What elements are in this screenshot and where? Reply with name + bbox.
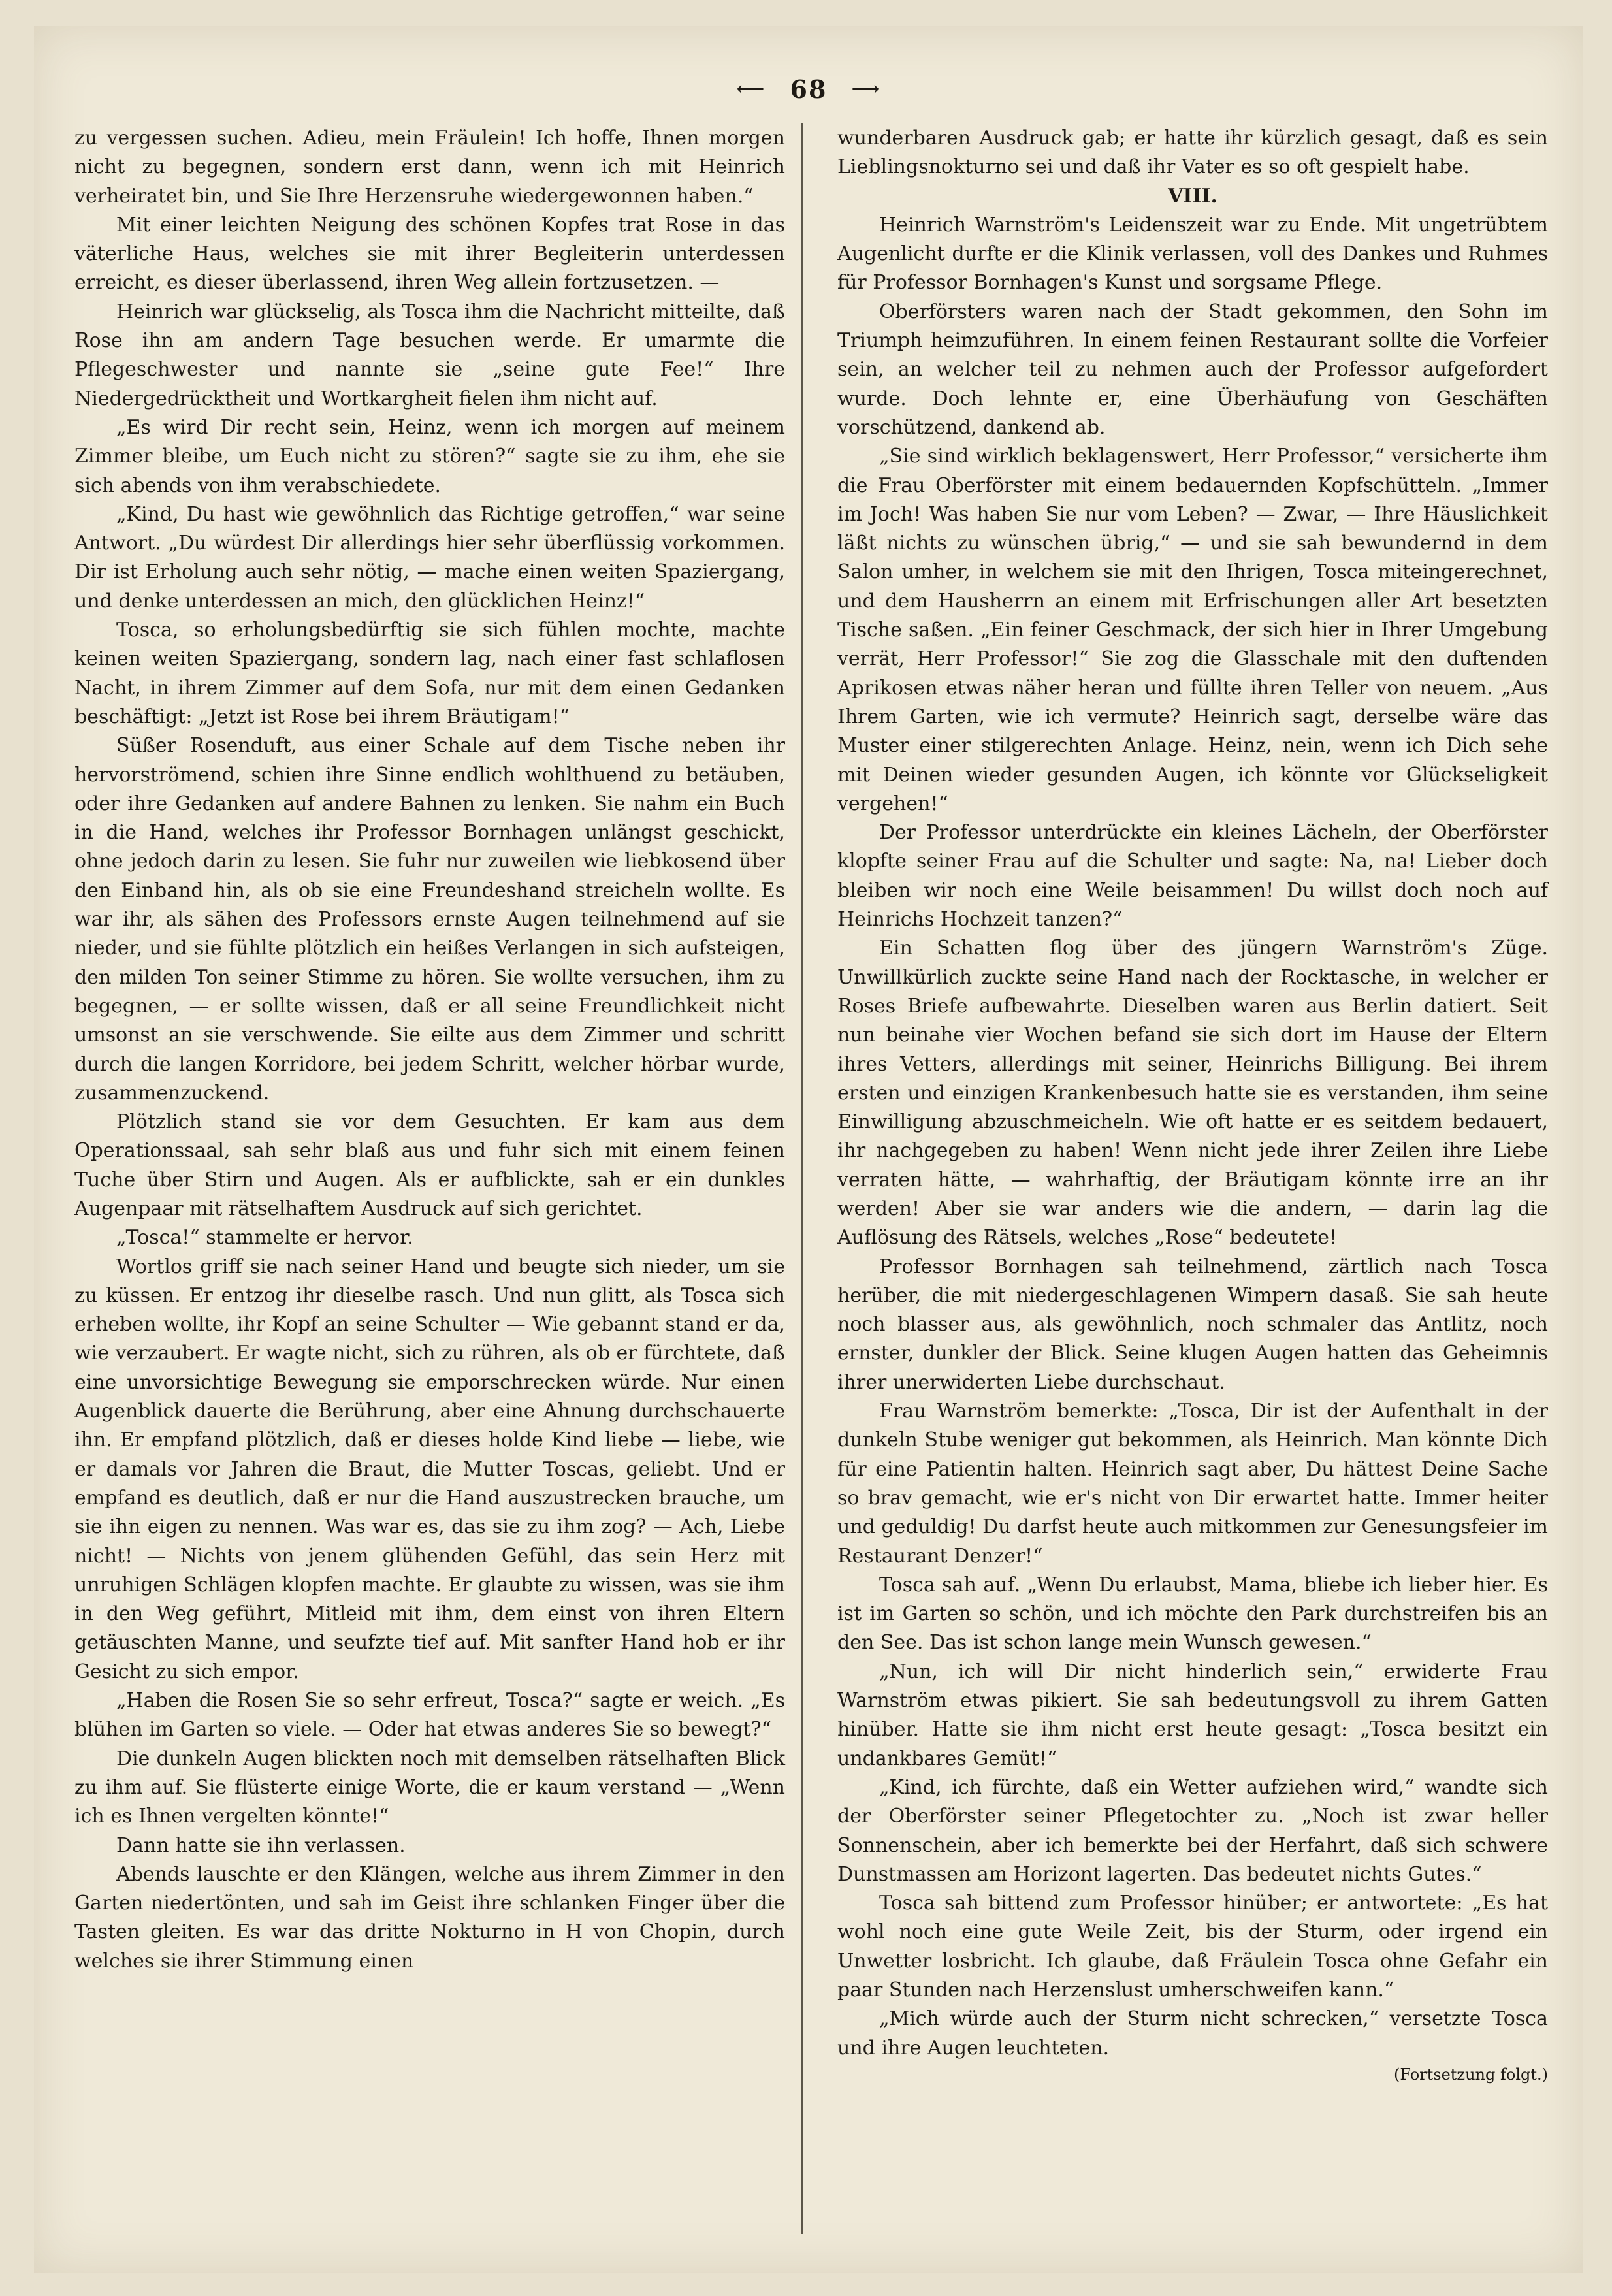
paragraph: Tosca, so erholungsbedürftig sie sich fühlen mochte, machte keinen weiten Spaziergang, sondern lag, nach einer fast schlaflosen Nacht, in ihrem Zimmer auf dem Sofa, nur mit dem einen Gedanken beschäftigt: „Jetzt ist Rose bei ihrem Bräutigam!“ [74, 619, 785, 728]
paragraph: „Nun, ich will Dir nicht hinderlich sein,“ erwiderte Frau Warnström etwas pikiert. Sie sah bedeutungsvoll zu ihrem Gatten hinüber. Hatte sie ihm nicht erst heute gesagt: „Tosca besitzt ein undankbares Gemüt!“ [837, 1660, 1548, 1770]
continuation-note: (Fortsetzung folgt.) [1394, 2065, 1548, 2084]
paragraph: „Mich würde auch der Sturm nicht schrecken,“ versetzte Tosca und ihre Augen leuchteten. [837, 2007, 1548, 2060]
page-number: 68 [790, 74, 828, 104]
ornament-right-icon: ⟶ [851, 78, 881, 101]
paragraph: wunderbaren Ausdruck gab; er hatte ihr kürzlich gesagt, daß es sein Lieblingsnokturno sei und daß ihr Vater es so oft gespielt habe. [837, 127, 1548, 179]
paragraph: „Tosca!“ stammelte er hervor. [116, 1226, 413, 1250]
paragraph: Mit einer leichten Neigung des schönen Kopfes trat Rose in das väterliche Haus, welches sie mit ihrer Begleiterin unterdessen erreicht, es dieser überlassend, ihren Weg allein fortzusetzen. — [74, 213, 785, 295]
paragraph: Oberförsters waren nach der Stadt gekommen, den Sohn im Triumph heimzuführen. In einem feinen Restaurant sollte die Vorfeier sein, an welcher teil zu nehmen auch der Professor aufgefordert wurde. Doch lehnte er, eine Überhäufung von Geschäften vorschützend, dankend ab. [837, 300, 1548, 439]
paragraph: „Kind, Du hast wie gewöhnlich das Richtige getroffen,“ war seine Antwort. „Du würdest Dir allerdings hier sehr überflüssig vorkommen. Dir ist Erholung auch sehr nötig, — mache einen weiten Spaziergang, und denke unterdessen an mich, den glücklichen Heinz!“ [74, 502, 785, 613]
chapter-heading: VIII. [1168, 184, 1217, 208]
left-text-column [74, 124, 785, 1976]
paragraph: Tosca sah bittend zum Professor hinüber; er antwortete: „Es hat wohl noch eine gute Weile Zeit, bis der Sturm, oder irgend ein Unwetter losbricht. Ich glaube, daß Fräulein Tosca ohne Gefahr ein paar Stunden nach Herzenslust umherschweifen kann.“ [837, 1892, 1548, 2001]
paragraph: „Sie sind wirklich beklagenswert, Herr Professor,“ versicherte ihm die Frau Oberförster mit einem bedauernden Kopfschütteln. „Immer im Joch! Was haben Sie nur vom Leben? — Zwar, — Ihre Häuslichkeit läßt nichts zu wünschen übrig,“ — und sie sah bewundernd in dem Salon umher, in welchem sie mit den Ihrigen, Tosca miteingerechnet, und dem Hausherrn an einem mit Erfrischungen aller Art besetzten Tische saßen. „Ein feiner Geschmack, der sich hier in Ihrer Umgebung verrät, Herr Professor!“ Sie zog die Glasschale mit den duftenden Aprikosen etwas näher heran und füllte ihren Teller von neuem. „Aus Ihrem Garten, wie ich vermute? Heinrich sagt, derselbe wäre das Muster einer stilgerechten Anlage. Heinz, nein, wenn ich Dich sehe mit Deinen wieder gesunden Augen, ich könnte vor Glückseligkeit vergehen!“ [837, 445, 1548, 815]
paragraph: Tosca sah auf. „Wenn Du erlaubst, Mama, bliebe ich lieber hier. Es ist im Garten so schön, und ich möchte den Park durchstreifen bis an den See. Das ist schon lange mein Wunsch gewesen.“ [837, 1573, 1548, 1655]
paragraph: Heinrich war glückselig, als Tosca ihm die Nachricht mitteilte, daß Rose ihn am andern Tage besuchen werde. Er umarmte die Pflegeschwester und nannte sie „seine gute Fee!“ Ihre Niedergedrücktheit und Wortkargheit fielen ihm nicht auf. [74, 300, 785, 410]
book-page [34, 26, 1583, 2273]
paragraph: Heinrich Warnström's Leidenszeit war zu Ende. Mit ungetrübtem Augenlicht durfte er die Klinik verlassen, voll des Dankes und Ruhmes für Professor Bornhagen's Kunst und sorgsame Pflege. [837, 213, 1548, 295]
paragraph: Der Professor unterdrückte ein kleines Lächeln, der Oberförster klopfte seiner Frau auf die Schulter und sagte: Na, na! Lieber doch bleiben wir noch eine Weile beisammen! Du willst doch noch auf Heinrichs Hochzeit tanzen?“ [837, 821, 1548, 931]
paragraph: Frau Warnström bemerkte: „Tosca, Dir ist der Aufenthalt in der dunkeln Stube weniger gut bekommen, als Heinrich. Man könnte Dich für eine Patientin halten. Heinrich sagt aber, Du hättest Deine Sache so brav gemacht, wie er's nicht von Dir erwartet hatte. Immer heiter und geduldig! Du darfst heute auch mitkommen zur Genesungsfeier im Restaurant Denzer!“ [837, 1400, 1548, 1568]
paragraph: Die dunkeln Augen blickten noch mit demselben rätselhaften Blick zu ihm auf. Sie flüsterte einige Worte, die er kaum verstand — „Wenn ich es Ihnen vergelten könnte!“ [74, 1747, 785, 1828]
paragraph: Professor Bornhagen sah teilnehmend, zärtlich nach Tosca herüber, die mit niedergeschlagenen Wimpern dasaß. Sie sah heute noch blasser aus, als gewöhnlich, noch schmaler das Antlitz, noch ernster, dunkler der Blick. Seine klugen Augen hatten das Geheimnis ihrer unerwiderten Liebe durchschaut. [837, 1255, 1548, 1394]
ornament-left-icon: ⟵ [736, 78, 766, 101]
paragraph: Süßer Rosenduft, aus einer Schale auf dem Tische neben ihr hervorströmend, schien ihre Sinne endlich wohlthuend zu betäuben, oder ihre Gedanken auf andere Bahnen zu lenken. Sie nahm ein Buch in die Hand, welches ihr Professor Bornhagen unlängst geschickt, ohne jedoch darin zu lesen. Sie fuhr nur zuweilen wie liebkosend über den Einband hin, als ob sie eine Freundeshand streicheln wollte. Es war ihr, als sähen des Professors ernste Augen teilnehmend auf sie nieder, und sie fühlte plötzlich ein heißes Verlangen in sich aufsteigen, den milden Ton seiner Stimme zu hören. Sie wollte versuchen, ihm zu begegnen, — er sollte wissen, daß er all seine Freundlichkeit nicht umsonst an sie verschwende. Sie eilte aus dem Zimmer und schritt durch die langen Korridore, bei jedem Schritt, welcher hörbar wurde, zusammenzuckend. [74, 734, 785, 1105]
column-divider [801, 123, 803, 2234]
paragraph: „Kind, ich fürchte, daß ein Wetter aufziehen wird,“ wandte sich der Oberförster seiner Pflegetochter zu. „Noch ist zwar heller Sonnenschein, aber ich bemerkte bei der Herfahrt, daß sich schwere Dunstmassen am Horizont lagerten. Das bedeutet nichts Gutes.“ [837, 1775, 1548, 1886]
paragraph: Plötzlich stand sie vor dem Gesuchten. Er kam aus dem Operationssaal, sah sehr blaß aus und fuhr sich mit einem feinen Tuche über Stirn und Augen. Als er aufblickte, sah er ein dunkles Augenpaar mit rätselhaftem Ausdruck auf sich gerichtet. [74, 1110, 785, 1220]
paragraph: „Haben die Rosen Sie so sehr erfreut, Tosca?“ sagte er weich. „Es blühen im Garten so viele. — Oder hat etwas anderes Sie so bewegt?“ [74, 1689, 785, 1741]
paragraph: Ein Schatten flog über des jüngern Warnström's Züge. Unwillkürlich zuckte seine Hand nach der Rocktasche, in welcher er Roses Briefe aufbewahrte. Dieselben waren aus Berlin datiert. Seit nun beinahe vier Wochen befand sie sich dort im Hause der Eltern ihres Vetters, allerdings mit seiner, Heinrichs Billigung. Bei ihrem ersten und einzigen Krankenbesuch hatte sie es verstanden, ihm seine Einwilligung abzuschmeicheln. Wie oft hatte er es seitdem bedauert, ihr nachgegeben zu haben! Wenn nicht jede ihrer Zeilen ihre Liebe verraten hätte, — wahrhaftig, der Bräutigam könnte irre an ihr werden! Aber sie war anders wie die andern, — darin lag die Auflösung des Rätsels, welches „Rose“ bedeutete! [837, 937, 1548, 1250]
paragraph: „Es wird Dir recht sein, Heinz, wenn ich morgen auf meinem Zimmer bleibe, um Euch nicht zu stören?“ sagte sie zu ihm, ehe sie sich abends von ihm verabschiedete. [74, 415, 785, 497]
paragraph: zu vergessen suchen. Adieu, mein Fräulein! Ich hoffe, Ihnen morgen nicht zu begegnen, sondern erst dann, wenn ich mit Heinrich verheiratet bin, und Sie Ihre Herzensruhe wiedergewonnen haben.“ [74, 127, 785, 208]
paragraph: Dann hatte sie ihn verlassen. [116, 1834, 406, 1857]
right-text-column [837, 124, 1548, 2089]
page-header [34, 72, 1583, 111]
paragraph: Wortlos griff sie nach seiner Hand und beugte sich nieder, um sie zu küssen. Er entzog ihr dieselbe rasch. Und nun glitt, als Tosca sich erheben wollte, ihr Kopf an seine Schulter — Wie gebannt stand er da, wie verzaubert. Er wagte nicht, sich zu rühren, als ob er fürchtete, daß eine unvorsichtige Bewegung sie emporschrecken würde. Nur einen Augenblick dauerte die Berührung, aber eine Ahnung durchschauerte ihn. Er empfand plötzlich, daß er dieses holde Kind liebe — liebe, wie er damals vor Jahren die Braut, die Mutter Toscas, geliebt. Und er empfand es deutlich, daß er nur die Hand auszustrecken brauche, um sie ihn eigen zu nennen. Was war es, das sie zu ihm zog? — Ach, Liebe nicht! — Nichts von jenem glühenden Gefühl, das sein Herz mit unruhigen Schlägen klopfen machte. Er glaubte zu wissen, was sie ihm in den Weg geführt, Mitleid mit ihm, dem einst von ihren Eltern getäuschten Manne, und seufzte tief auf. Mit sanfter Hand hob er ihr Gesicht zu sich empor. [74, 1255, 785, 1683]
paragraph: Abends lauschte er den Klängen, welche aus ihrem Zimmer in den Garten niedertönten, und sah im Geist ihre schlanken Finger über die Tasten gleiten. Es war das dritte Nokturno in H von Chopin, durch welches sie ihrer Stimmung einen [74, 1862, 785, 1973]
